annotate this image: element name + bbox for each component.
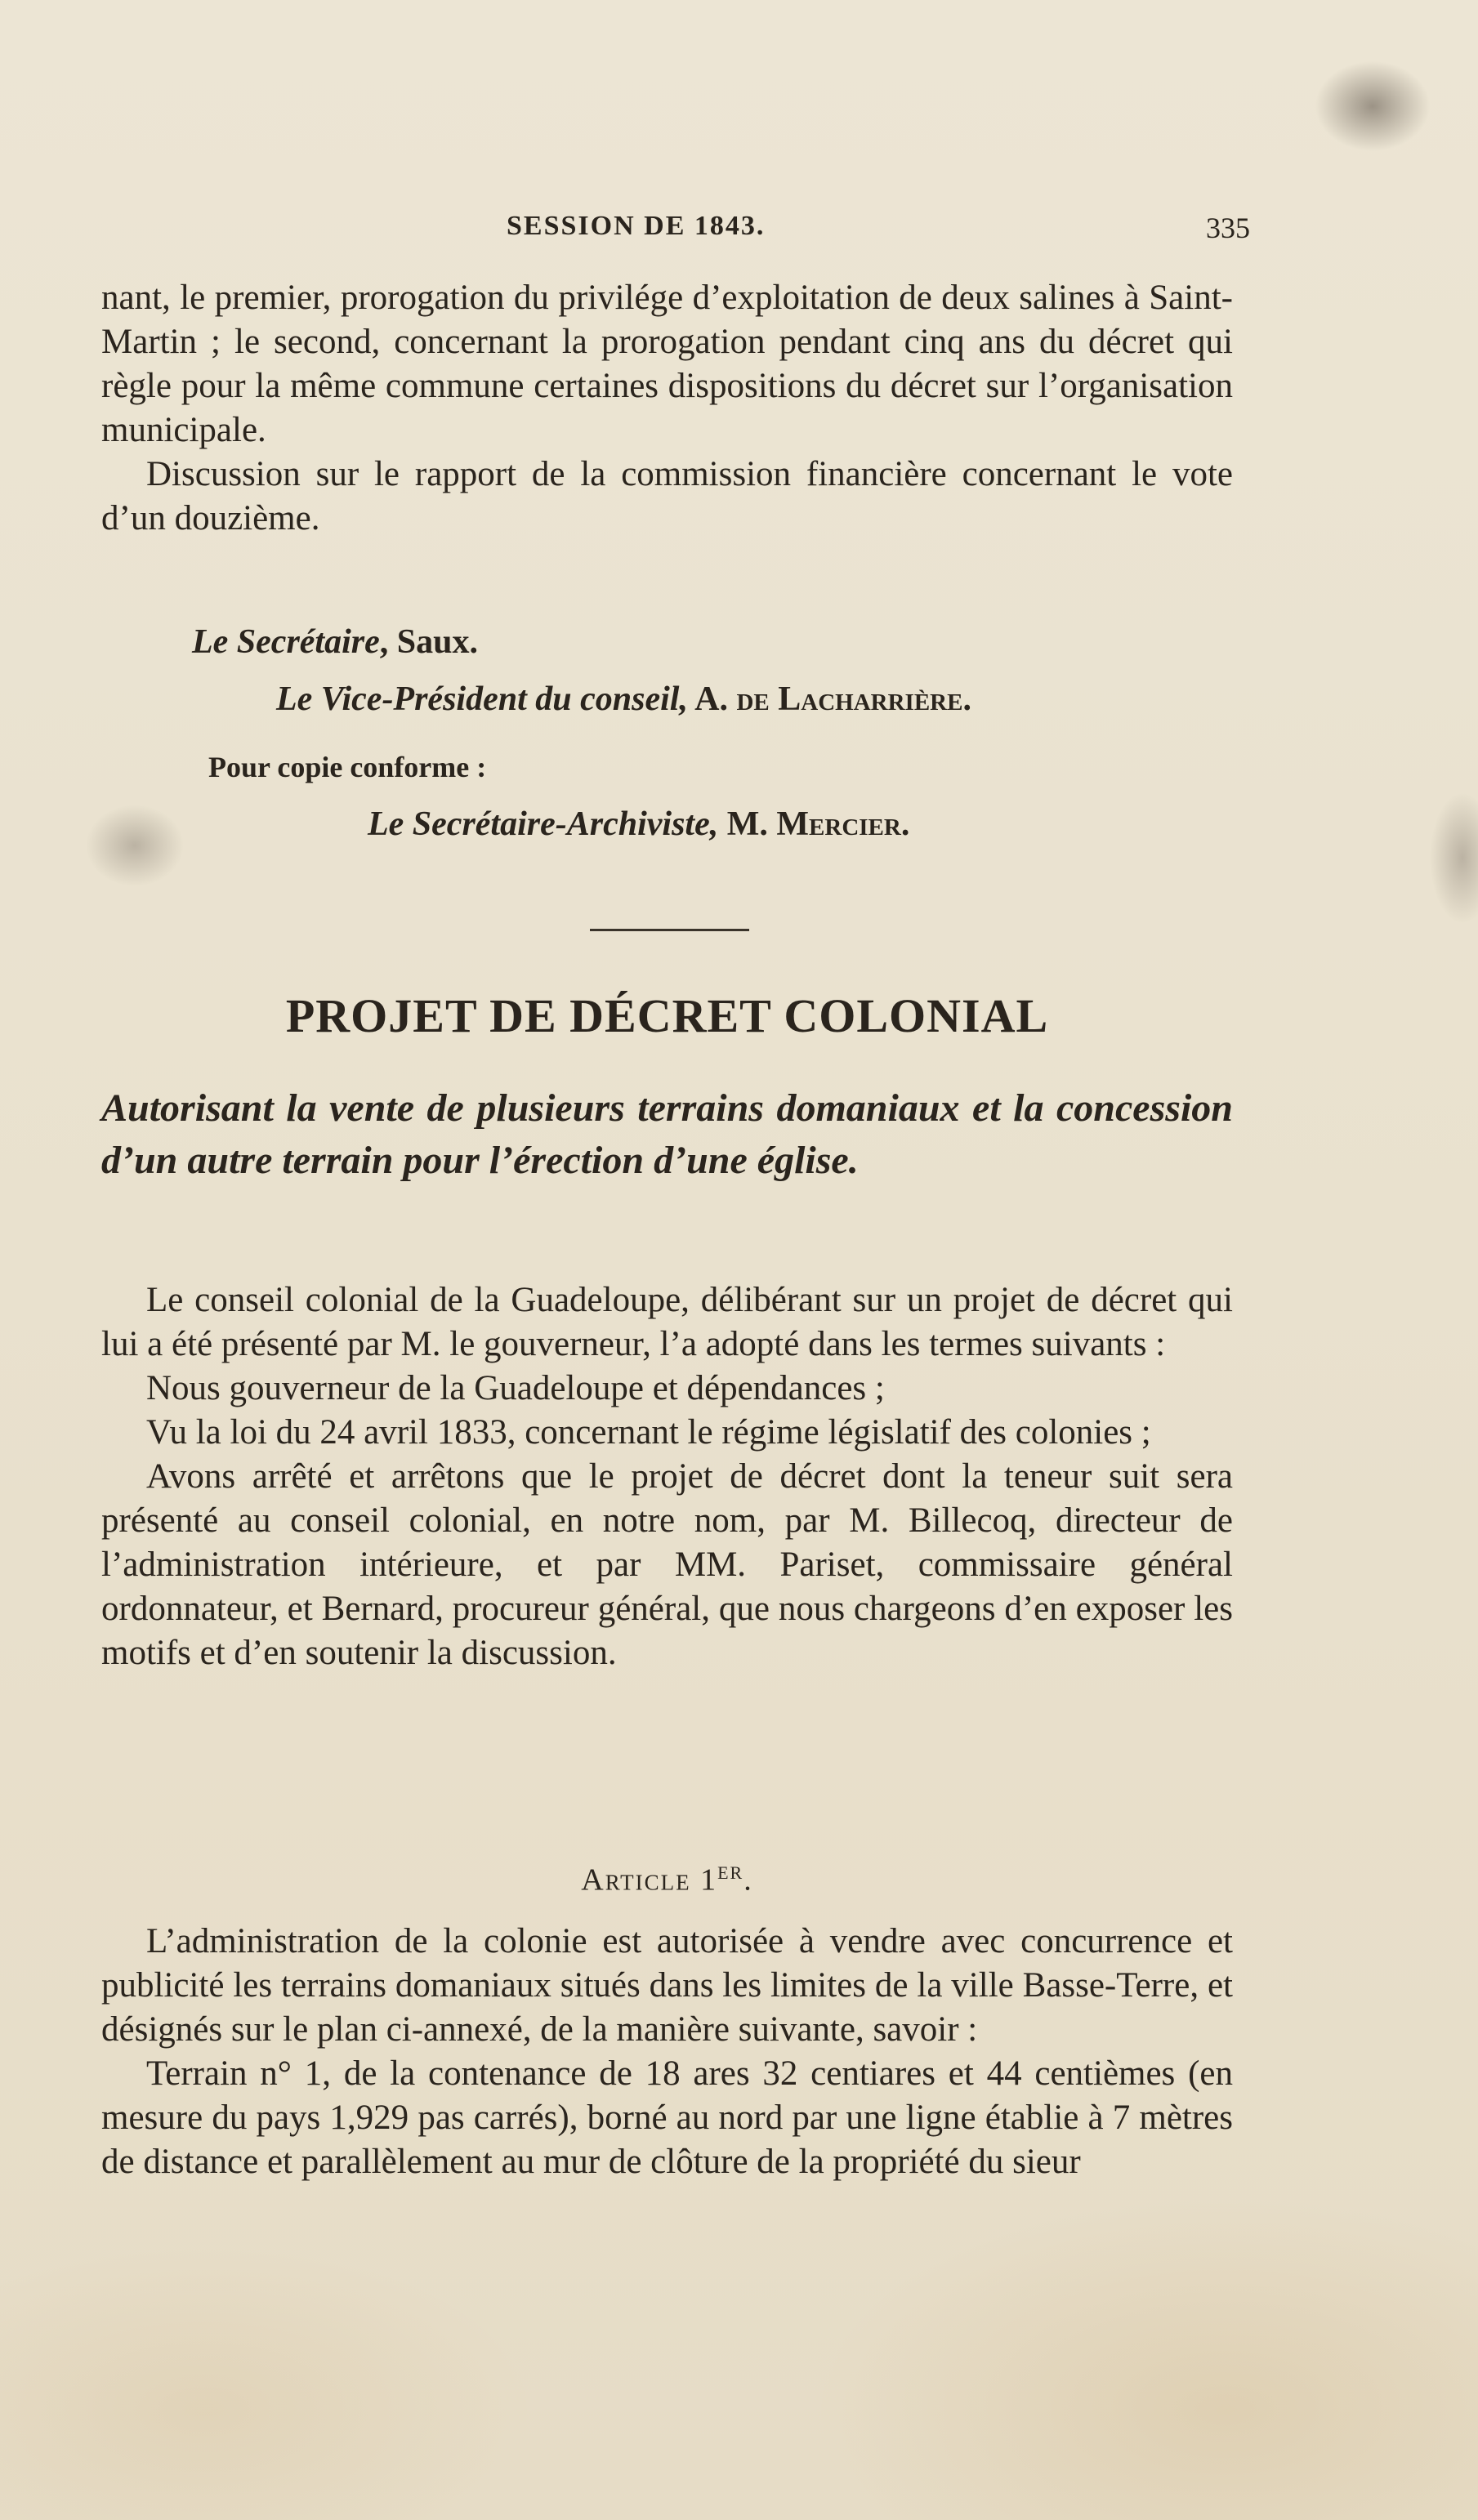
secretary-signature [192,622,478,662]
secretary-name: , Saux. [379,623,478,661]
paragraph: Discussion sur le rapport de la commission financière concernant le vote d’un douzième. [101,455,1233,537]
running-header [507,211,1250,260]
text-block-article [101,1920,1233,2184]
vice-president-signature [276,680,971,719]
paragraph: nant, le premier, prorogation du privilége d’exploitation de deux salines à Saint-Martin ; le second, concernant la prorogation pendant cinq ans du décret qui règle pour la même commune certaines dispositions du décret sur l’organisation municipale. [101,279,1233,449]
paragraph: Le conseil colonial de la Guadeloupe, délibérant sur un projet de décret qui lui a été présenté par M. le gouverneur, l’a adopté dans les termes suivants : [101,1281,1233,1363]
paragraph: Vu la loi du 24 avril 1833, concernant le régime législatif des colonies ; [146,1413,1151,1452]
running-title: SESSION DE 1843. [507,211,766,241]
copy-label: Pour copie conforme : [208,751,487,783]
page-number: 335 [1206,212,1250,244]
text-block-preamble [101,1278,1233,1675]
decree-title: PROJET DE DÉCRET COLONIAL [285,989,1049,1042]
paragraph: Terrain n° 1, de la contenance de 18 ares 32 centiares et 44 centièmes (en mesure du pays 1,929 pas carrés), borné au nord par une ligne établie à 7 mètres de distance et parallèlement au mur de clôture de la propriété du sieur [101,2054,1233,2181]
archivist-initial: M. [718,805,777,843]
paragraph: Avons arrêté et arrêtons que le projet de décret dont la teneur suit sera présenté au conseil colonial, en notre nom, par M. Billecoq, directeur de l’administration intérieure, et par MM. Pariset, commissaire général ordonnateur, et Bernard, procureur général, que nous chargeons d’en exposer les motifs et d’en soutenir la discussion. [101,1457,1233,1672]
article-end: . [743,1862,753,1898]
decree-subtitle: Autorisant la vente de plusieurs terrains domaniaux et la concession d’un autre terrain pour l’érection d’une église. [101,1086,1233,1182]
article-label: Article 1 [581,1862,718,1898]
vice-president-role: Le Vice-Président du conseil, [276,680,688,718]
article-heading [101,1856,1233,1898]
paragraph: L’administration de la colonie est autorisée à vendre avec concurrence et publicité les terrains domaniaux situés dans les limites de la ville Basse-Terre, et désignés sur le plan ci-annexé, de la manière suivante, savoir : [101,1922,1233,2049]
section-divider [590,929,749,931]
archivist-signature [368,805,909,844]
paragraph: Nous gouverneur de la Guadeloupe et dépendances ; [146,1369,885,1407]
text-block-top [101,276,1233,541]
vice-president-initial: A. [687,680,737,718]
vice-president-name: de Lacharrière. [736,680,971,718]
secretary-role: Le Secrétaire [192,623,380,661]
archivist-name: Mercier. [776,805,910,843]
article-ordinal: er [717,1856,744,1884]
archivist-role: Le Secrétaire-Archiviste, [368,805,719,843]
